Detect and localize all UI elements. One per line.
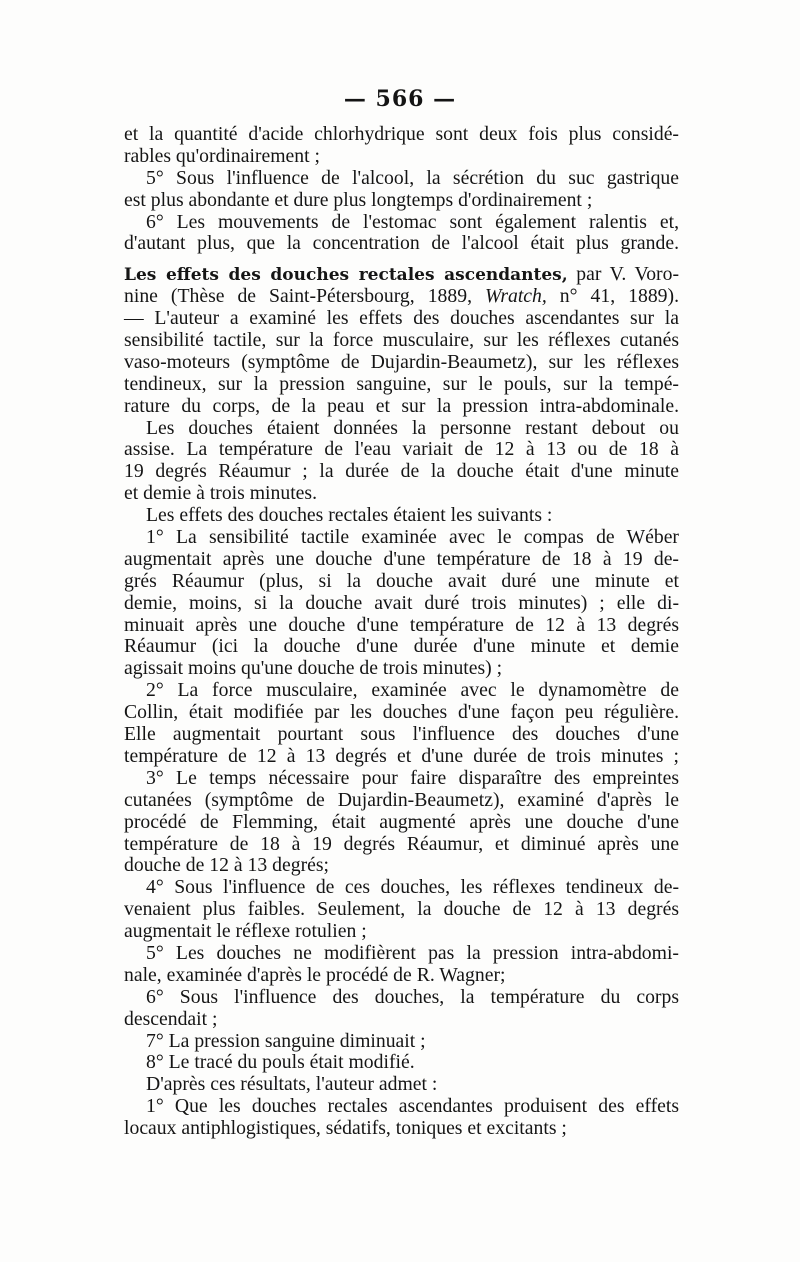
section-heading: Les effets des douches rectales ascendantes, [124, 265, 568, 286]
text-line: augmentait le réflexe rotulien ; [124, 920, 367, 943]
text-line: 3° Le temps nécessaire pour faire disparaître des empreintes [146, 766, 679, 789]
text-line: rature du corps, de la peau et sur la pression intra-abdominale. [124, 394, 679, 417]
text-line: 19 degrés Réaumur ; la durée de la douche était d'une minute [124, 460, 679, 483]
text-line: tendineux, sur la pression sanguine, sur le pouls, sur la tempé- [124, 372, 679, 395]
text-line: d'autant plus, que la concentration de l'alcool était plus grande. [124, 232, 679, 255]
citation-start: nine (Thèse de Saint-Pétersbourg, 1889, [124, 285, 485, 308]
text-line: température de 18 à 19 degrés Réaumur, et diminué après une [124, 832, 679, 855]
text-line: 5° Sous l'influence de l'alcool, la sécrétion du suc gastrique [146, 166, 679, 189]
intro-paragraphs [124, 124, 679, 255]
text-line: D'après ces résultats, l'auteur admet : [146, 1073, 438, 1096]
text-line: sensibilité tactile, sur la force musculaire, sur les réflexes cutanés [124, 329, 679, 352]
text-line: rables qu'ordinairement ; [124, 144, 320, 167]
section-body [124, 308, 679, 1140]
section-citation-line [124, 286, 679, 308]
text-line: demie, moins, si la douche avait duré trois minutes) ; elle di- [124, 591, 679, 614]
text-line: et demie à trois minutes. [124, 482, 318, 505]
text-line: 1° La sensibilité tactile examinée avec le compas de Wéber [146, 526, 679, 549]
text-line: est plus abondante et dure plus longtemps d'ordinairement ; [124, 188, 593, 211]
text-line: Collin, était modifiée par les douches d'une façon peu régulière. [124, 701, 679, 724]
text-line: 4° Sous l'influence de ces douches, les réflexes tendineux de- [146, 876, 679, 899]
text-line: grés Réaumur (plus, si la douche avait duré une minute et [124, 569, 679, 592]
text-line: Elle augmentait pourtant sous l'influence des douches d'une [124, 723, 679, 746]
text-line: température de 12 à 13 degrés et d'une durée de trois minutes ; [124, 744, 679, 767]
text-line: descendait ; [124, 1007, 218, 1030]
text-line: 7° La pression sanguine diminuait ; [146, 1029, 426, 1052]
text-line: 1° Que les douches rectales ascendantes produisent des effets [146, 1095, 679, 1118]
section-author-line: par V. Voro- [567, 263, 680, 286]
page-number: — 566 — [343, 86, 457, 112]
text-line: venaient plus faibles. Seulement, la douche de 12 à 13 degrés [124, 898, 679, 921]
text-line: 6° Les mouvements de l'estomac sont également ralentis et, [146, 210, 679, 233]
section-heading-line [124, 264, 679, 286]
text-line: et la quantité d'acide chlorhydrique sont deux fois plus considé- [124, 123, 679, 145]
text-line: agissait moins qu'une douche de trois minutes) ; [124, 657, 503, 680]
text-line: assise. La température de l'eau variait de 12 à 13 ou de 18 à [124, 438, 679, 461]
text-line: locaux antiphlogistiques, sédatifs, toniques et excitants ; [124, 1117, 567, 1140]
text-line: cutanées (symptôme de Dujardin-Beaumetz), examiné d'après le [124, 788, 679, 811]
text-line: Les effets des douches rectales étaient les suivants : [146, 504, 553, 527]
text-line: augmentait après une douche d'une température de 18 à 19 de- [124, 547, 679, 570]
citation-journal: Wratch, [485, 285, 547, 308]
text-line: Les douches étaient données la personne restant debout ou [146, 416, 679, 439]
text-line: 5° Les douches ne modifièrent pas la pression intra-abdomi- [146, 941, 679, 964]
text-line: minuait après une douche d'une température de 12 à 13 degrés [124, 613, 679, 636]
text-line: 2° La force musculaire, examinée avec le dynamomètre de [146, 679, 679, 702]
text-line: 8° Le tracé du pouls était modifié. [146, 1051, 415, 1074]
citation-end: n° 41, 1889). [546, 285, 679, 308]
text-line: — L'auteur a examiné les effets des douches ascendantes sur la [124, 307, 679, 330]
text-line: procédé de Flemming, était augmenté après une douche d'une [124, 810, 679, 833]
text-line: 6° Sous l'influence des douches, la température du corps [146, 985, 679, 1008]
text-line: vaso-moteurs (symptôme de Dujardin-Beaumetz), sur les réflexes [124, 350, 679, 373]
text-line: nale, examinée d'après le procédé de R. Wagner; [124, 963, 506, 986]
text-line: Réaumur (ici la douche d'une durée d'une minute et demie [124, 635, 679, 658]
text-line: douche de 12 à 13 degrés; [124, 854, 330, 877]
page-body [124, 124, 679, 1140]
